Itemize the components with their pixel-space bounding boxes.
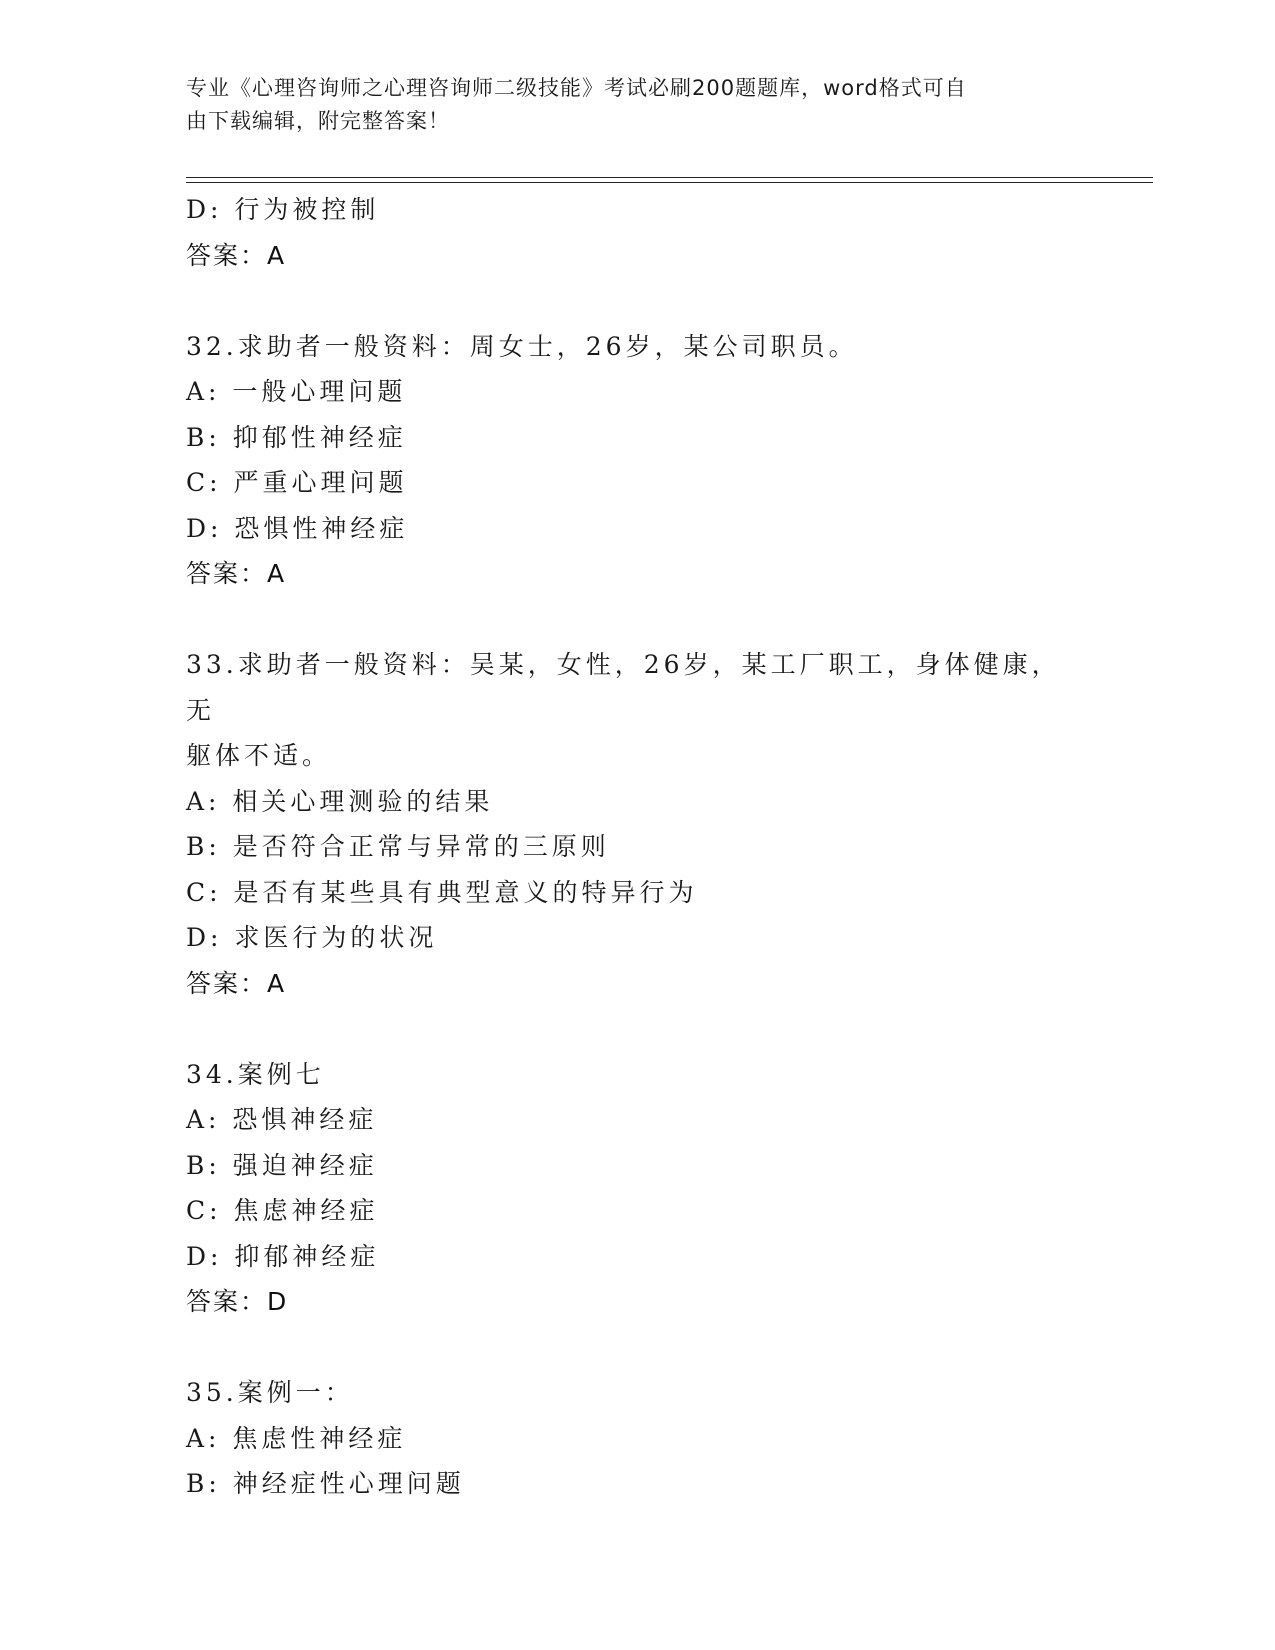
option-a: A: 一般心理问题 [186, 377, 407, 406]
question-block [186, 1370, 1086, 1507]
question-stem: 34.案例七 [186, 1059, 325, 1089]
option-c: C: 是否有某些具有典型意义的特异行为 [186, 877, 698, 907]
question-block [186, 187, 1086, 278]
question-block [186, 1052, 1086, 1325]
spacer [186, 597, 1086, 643]
spacer [186, 1006, 1086, 1052]
question-stem-continued: 躯体不适。 [186, 741, 332, 770]
header-divider-bottom [186, 182, 1153, 183]
spacer [186, 1325, 1086, 1371]
question-list [186, 187, 1086, 1507]
answer-line: 答案：A [186, 559, 287, 588]
document-header [186, 72, 1086, 138]
option-d: D: 恐惧性神经症 [186, 513, 409, 543]
option-d: D: 行为被控制 [186, 195, 380, 224]
option-c: C: 严重心理问题 [186, 468, 408, 497]
header-line-2: 由下载编辑，附完整答案！ [186, 109, 450, 133]
question-block [186, 642, 1086, 1006]
question-stem: 33.求助者一般资料：吴某，女性，26岁，某工厂职工，身体健康，无 [186, 650, 1061, 725]
question-stem: 32.求助者一般资料：周女士，26岁，某公司职员。 [186, 331, 858, 361]
option-a: A: 恐惧神经症 [186, 1105, 378, 1134]
spacer [186, 278, 1086, 324]
option-b: B: 是否符合正常与异常的三原则 [186, 832, 610, 861]
option-b: B: 抑郁性神经症 [186, 422, 407, 452]
header-line-1: 专业《心理咨询师之心理咨询师二级技能》考试必刷200题题库，word格式可自 [186, 76, 967, 100]
question-block [186, 324, 1086, 597]
option-a: A: 焦虑性神经症 [186, 1423, 407, 1453]
answer-line: 答案：A [186, 240, 287, 270]
answer-line: 答案：D [186, 1287, 289, 1316]
option-b: B: 神经症性心理问题 [186, 1469, 465, 1498]
option-d: D: 求医行为的状况 [186, 923, 438, 952]
option-a: A: 相关心理测验的结果 [186, 786, 494, 816]
header-divider-top [186, 177, 1153, 178]
option-d: D: 抑郁神经症 [186, 1241, 380, 1271]
answer-line: 答案：A [186, 968, 287, 998]
question-stem: 35.案例一： [186, 1378, 354, 1407]
option-b: B: 强迫神经症 [186, 1150, 378, 1180]
option-c: C: 焦虑神经症 [186, 1196, 379, 1225]
